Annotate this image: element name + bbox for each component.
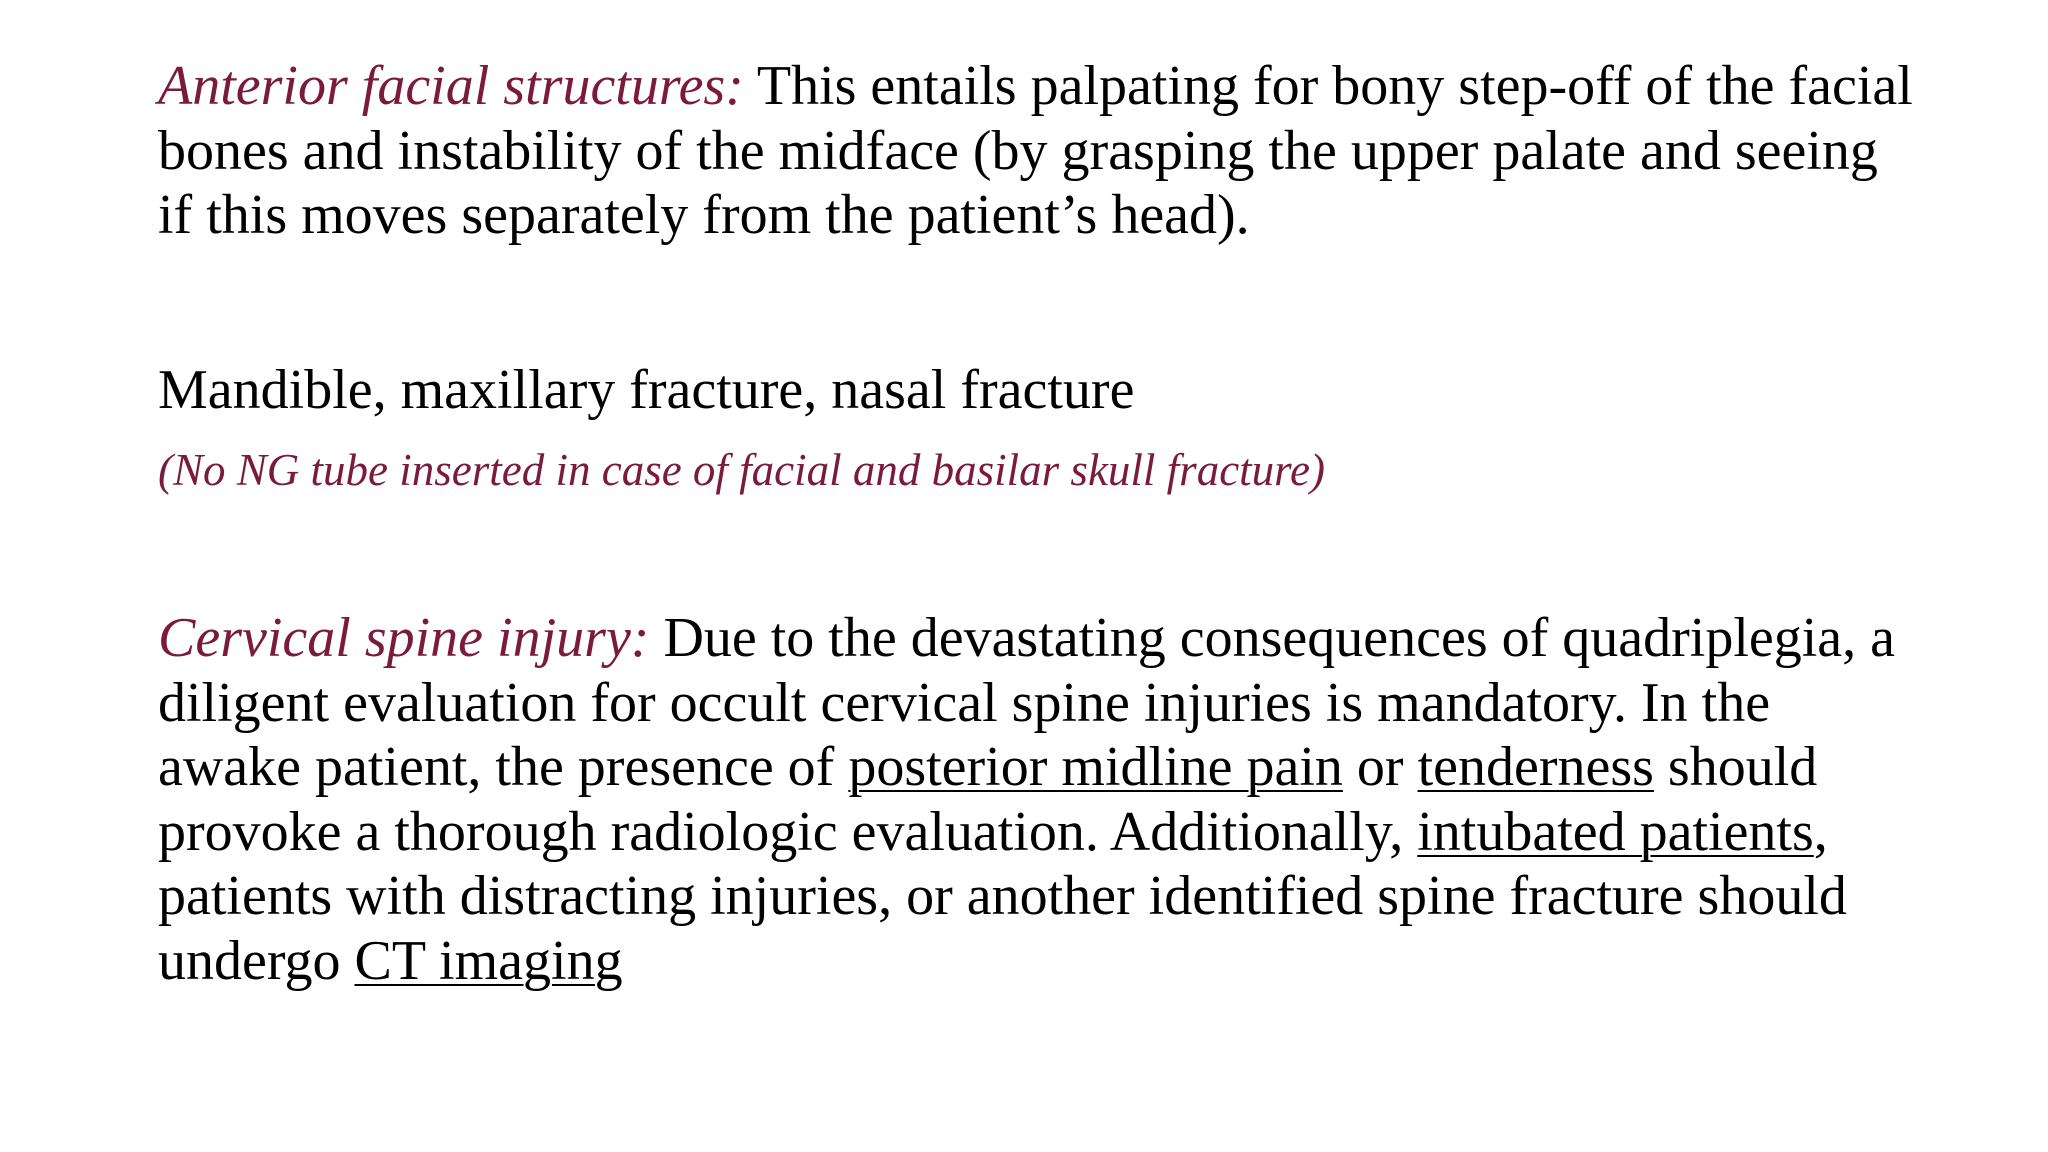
tenderness-term: tenderness [1417,736,1654,798]
cervical-spine-paragraph [158,606,1918,993]
cervical-spine-text-4: , patients with distracting injuries, or another identified spine fracture should undergo [158,800,1847,992]
anterior-facial-text: This entails palpating for bony step-off of the facial bones and instability of the midface (by grasping the upper palate and seeing if this moves separately from the patient’s head). [158,55,1913,246]
intubated-patients-term: intubated patients [1417,800,1814,863]
cervical-spine-text-1: Due to the devastating consequences of quadriplegia, a diligent evaluation for occult cervical spine injuries is mandatory. In the awake patient, the presence of [158,607,1896,798]
posterior-midline-pain-term: posterior midline pain [848,736,1343,798]
cervical-spine-text-2: or [1342,736,1418,798]
anterior-facial-heading: Anterior facial structures: [158,55,744,117]
anterior-facial-paragraph [158,54,1918,248]
ct-imaging-term: CT imaging [354,929,623,992]
fracture-list: Mandible, maxillary fracture, nasal fracture [158,359,1135,421]
cervical-spine-text-3: should provoke a thorough radiologic evaluation. Additionally, [158,736,1818,863]
ng-tube-note: (No NG tube inserted in case of facial and basilar skull fracture) [158,445,1325,495]
cervical-spine-heading: Cervical spine injury: [158,607,650,669]
